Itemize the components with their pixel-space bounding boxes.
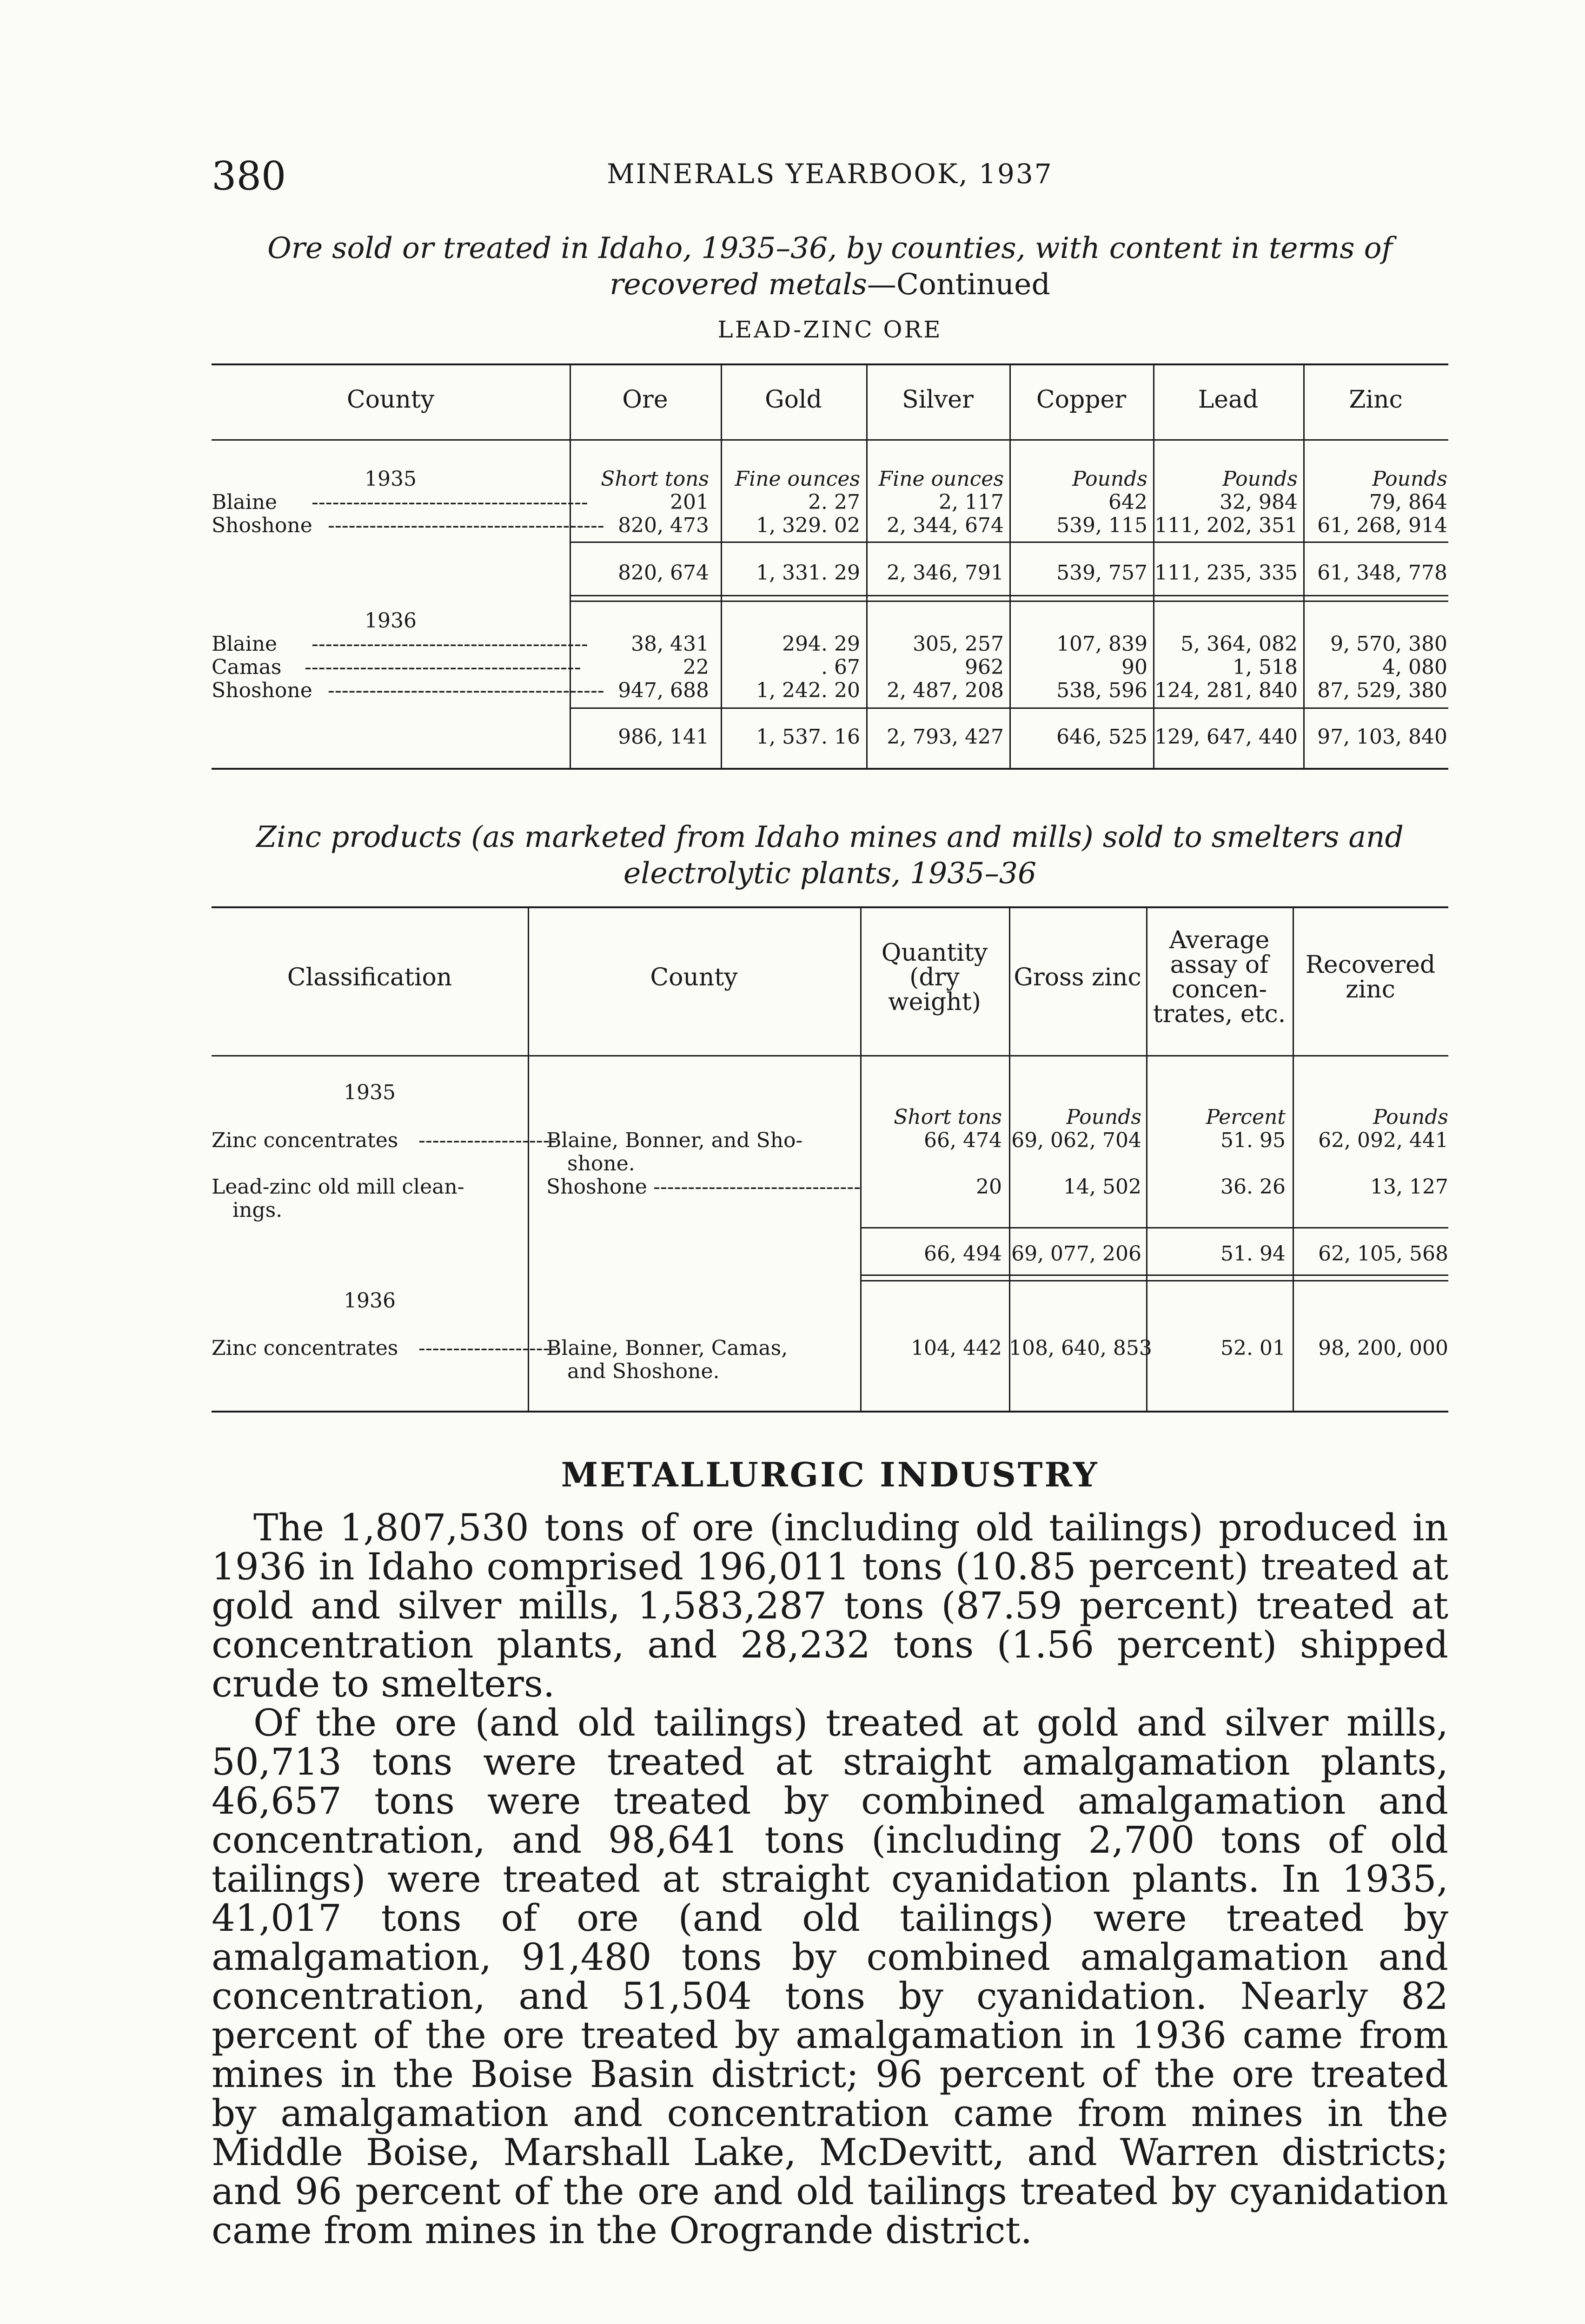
table1-col-county: County bbox=[346, 386, 435, 414]
table2-classification: Zinc concentrates bbox=[212, 1336, 398, 1360]
table2-cell: 13, 127 bbox=[1370, 1175, 1448, 1199]
paragraph: Of the ore (and old tailings) treated at gold and silver mills, 50,713 tons were treated at straight amalgamation plants, 46,657 tons were treated by combined amalgamation and concentration, and 98,641 tons (including 2,700 tons of old tailings) were treated at straight cyanidation plants. In 1935, 41,017 tons of ore (and old tailings) were treated by amalgamation, 91,480 tons by combined amalgamation and concentration, and 51,504 tons by cyanidation. Nearly 82 percent of the ore treated by amalgamation in 1936 came from mines in the Boise Basin district; 96 percent of the ore treated by amalgamation and concentration came from mines in the Middle Boise, Marshall Lake, McDevitt, and Warren districts; and 96 percent of the ore and old tailings treated by cyanidation came from mines in the Orogrande district. bbox=[212, 1701, 1448, 2252]
table1-unit-copper: Pounds bbox=[1072, 467, 1147, 491]
table1-cell: 90 bbox=[1121, 655, 1147, 679]
table1-cell: 32, 984 bbox=[1220, 490, 1298, 514]
table2-col-classification: Classification bbox=[287, 964, 452, 991]
table1-cell: 539, 115 bbox=[1056, 514, 1147, 537]
table1-col-silver: Silver bbox=[902, 386, 974, 414]
table1-total: 1, 331. 29 bbox=[756, 561, 860, 585]
table2-col-assay-1: Average bbox=[1169, 926, 1270, 954]
table1-cell: 538, 596 bbox=[1056, 679, 1147, 702]
table1-caption bbox=[212, 230, 1448, 303]
table2-cell: 51. 95 bbox=[1220, 1129, 1286, 1152]
table1-cell: 61, 268, 914 bbox=[1317, 514, 1447, 537]
table1-cell: 1, 329. 02 bbox=[756, 514, 860, 537]
table1-col-lead: Lead bbox=[1198, 386, 1259, 414]
table1-total: 97, 103, 840 bbox=[1317, 725, 1447, 749]
table1-total: 646, 525 bbox=[1056, 725, 1147, 749]
table2-unit-assay: Percent bbox=[1206, 1105, 1286, 1129]
table2-classification: Lead-zinc old mill clean- bbox=[212, 1175, 464, 1199]
table1-total: 129, 647, 440 bbox=[1154, 725, 1298, 749]
table1-cell: 642 bbox=[1108, 490, 1147, 514]
table2-unit-gross: Pounds bbox=[1066, 1105, 1141, 1129]
table1-col-ore: Ore bbox=[622, 386, 668, 414]
table2-county: Blaine, Bonner, Camas, bbox=[546, 1336, 788, 1360]
table1-cell: 305, 257 bbox=[913, 632, 1004, 656]
page-header bbox=[212, 153, 1448, 205]
table1-year-1935: 1935 bbox=[365, 467, 417, 491]
table1-unit-zinc: Pounds bbox=[1372, 467, 1447, 491]
table2-col-assay-2: assay of bbox=[1170, 951, 1269, 979]
table2-caption-line1: Zinc products (as marketed from Idaho mines and mills) sold to smelters and bbox=[256, 820, 1404, 854]
table1-col-gold: Gold bbox=[765, 386, 822, 414]
table2-unit-recovered: Pounds bbox=[1373, 1105, 1448, 1129]
table1-total: 111, 235, 335 bbox=[1154, 561, 1298, 585]
table1-cell: 38, 431 bbox=[631, 632, 709, 656]
table2-col-quantity-1: Quantity bbox=[881, 939, 988, 967]
table1-cell: 2, 487, 208 bbox=[887, 679, 1004, 702]
table1-cell: 5, 364, 082 bbox=[1180, 632, 1298, 656]
table1-total: 61, 348, 778 bbox=[1317, 561, 1447, 585]
table2-total: 51. 94 bbox=[1220, 1242, 1286, 1266]
table2-cell: 98, 200, 000 bbox=[1318, 1336, 1448, 1360]
body-text bbox=[212, 1508, 1448, 2250]
table1-cell: 2, 117 bbox=[939, 490, 1004, 514]
table1-cell: 9, 570, 380 bbox=[1330, 632, 1447, 656]
table1-caption-italic: Ore sold or treated in Idaho, 1935–36, by counties, with content in terms of recovered metals bbox=[267, 231, 1393, 301]
table1-county: Camas bbox=[212, 655, 282, 679]
table2-cell: 104, 442 bbox=[911, 1336, 1002, 1360]
table2-col-quantity-3: weight) bbox=[888, 988, 981, 1016]
table2-classification: ings. bbox=[232, 1198, 283, 1222]
table2-county: shone. bbox=[567, 1152, 635, 1175]
table1-cell: 1, 518 bbox=[1233, 655, 1298, 679]
table1-cell: 2. 27 bbox=[808, 490, 860, 514]
table2-col-county: County bbox=[650, 964, 738, 991]
page-number: 380 bbox=[212, 153, 286, 199]
table2-classification: Zinc concentrates bbox=[212, 1129, 398, 1152]
table2-year-1935: 1935 bbox=[344, 1081, 396, 1104]
table1-cell: 87, 529, 380 bbox=[1317, 679, 1447, 702]
table2-cell: 66, 474 bbox=[924, 1129, 1002, 1152]
table2-total: 66, 494 bbox=[924, 1242, 1002, 1266]
table1-total: 2, 793, 427 bbox=[887, 725, 1004, 749]
table1-total: 986, 141 bbox=[618, 725, 709, 749]
table1-total: 539, 757 bbox=[1056, 561, 1147, 585]
table1-cell: 1, 242. 20 bbox=[756, 679, 860, 702]
table2-year-1936: 1936 bbox=[344, 1289, 396, 1313]
table1-cell: 124, 281, 840 bbox=[1154, 679, 1298, 702]
table2-col-quantity-2: (dry bbox=[909, 964, 960, 991]
table1-cell: 22 bbox=[683, 655, 709, 679]
table1-county: Blaine bbox=[212, 490, 278, 514]
table2-county: and Shoshone. bbox=[567, 1360, 720, 1383]
section-heading: METALLURGIC INDUSTRY bbox=[561, 1455, 1099, 1494]
table1-county: Shoshone bbox=[212, 514, 312, 537]
table1-cell: 962 bbox=[965, 655, 1004, 679]
table2-total: 69, 077, 206 bbox=[1011, 1242, 1141, 1266]
table2-col-recovered-2: zinc bbox=[1346, 976, 1395, 1004]
table2-cell: 69, 062, 704 bbox=[1011, 1129, 1141, 1152]
table1-unit-lead: Pounds bbox=[1222, 467, 1298, 491]
table1-total: 2, 346, 791 bbox=[887, 561, 1004, 585]
table1-cell: 79, 864 bbox=[1369, 490, 1447, 514]
table2-cell: 20 bbox=[976, 1175, 1002, 1199]
table2-col-recovered-1: Recovered bbox=[1305, 951, 1436, 979]
table1-cell: 111, 202, 351 bbox=[1154, 514, 1298, 537]
table2-cell: 62, 092, 441 bbox=[1318, 1129, 1448, 1152]
table1-unit-silver: Fine ounces bbox=[878, 467, 1004, 491]
table1-county: Shoshone bbox=[212, 679, 312, 702]
table2-total: 62, 105, 568 bbox=[1318, 1242, 1448, 1266]
table1-col-copper: Copper bbox=[1036, 386, 1127, 414]
table1-cell: 107, 839 bbox=[1056, 632, 1147, 656]
table1-county: Blaine bbox=[212, 632, 278, 656]
table1-unit-gold: Fine ounces bbox=[735, 467, 860, 491]
table1-unit-ore: Short tons bbox=[601, 467, 709, 491]
table2-unit-quantity: Short tons bbox=[894, 1105, 1002, 1129]
table2-cell: 36. 26 bbox=[1220, 1175, 1286, 1199]
table1-cell: 294. 29 bbox=[782, 632, 860, 656]
table1-cell: 947, 688 bbox=[618, 679, 709, 702]
table1-caption-suffix: —Continued bbox=[867, 267, 1050, 301]
table2-county: Shoshone bbox=[546, 1175, 647, 1199]
table2-col-assay-4: trates, etc. bbox=[1153, 1000, 1286, 1028]
table1-col-zinc: Zinc bbox=[1349, 386, 1403, 414]
table1-total: 820, 674 bbox=[618, 561, 709, 585]
table2-col-assay-3: concen- bbox=[1172, 976, 1267, 1004]
table1-cell: 4, 080 bbox=[1382, 655, 1447, 679]
table2-caption-line2: electrolytic plants, 1935–36 bbox=[623, 856, 1037, 890]
paragraph: The 1,807,530 tons of ore (including old tailings) produced in 1936 in Idaho comprised 196,011 tons (10.85 percent) treated at gold and silver mills, 1,583,287 tons (87.59 percent) treated at concentration plants, and 28,232 tons (1.56 percent) shipped crude to smelters. bbox=[212, 1506, 1448, 1705]
running-head: MINERALS YEARBOOK, 1937 bbox=[607, 158, 1053, 190]
table1-total: 1, 537. 16 bbox=[756, 725, 860, 749]
table1-cell: 201 bbox=[670, 490, 709, 514]
table1-year-1936: 1936 bbox=[365, 609, 417, 633]
table1-cell: 820, 473 bbox=[618, 514, 709, 537]
table1-cell: 2, 344, 674 bbox=[887, 514, 1004, 537]
table2-col-gross: Gross zinc bbox=[1014, 964, 1141, 991]
table1-subtitle: LEAD-ZINC ORE bbox=[717, 316, 942, 343]
table2-county: Blaine, Bonner, and Sho- bbox=[546, 1129, 803, 1152]
table2-cell: 108, 640, 853 bbox=[1009, 1336, 1152, 1360]
table1-cell: . 67 bbox=[821, 655, 860, 679]
table2-cell: 52. 01 bbox=[1220, 1336, 1286, 1360]
table2-cell: 14, 502 bbox=[1063, 1175, 1141, 1199]
